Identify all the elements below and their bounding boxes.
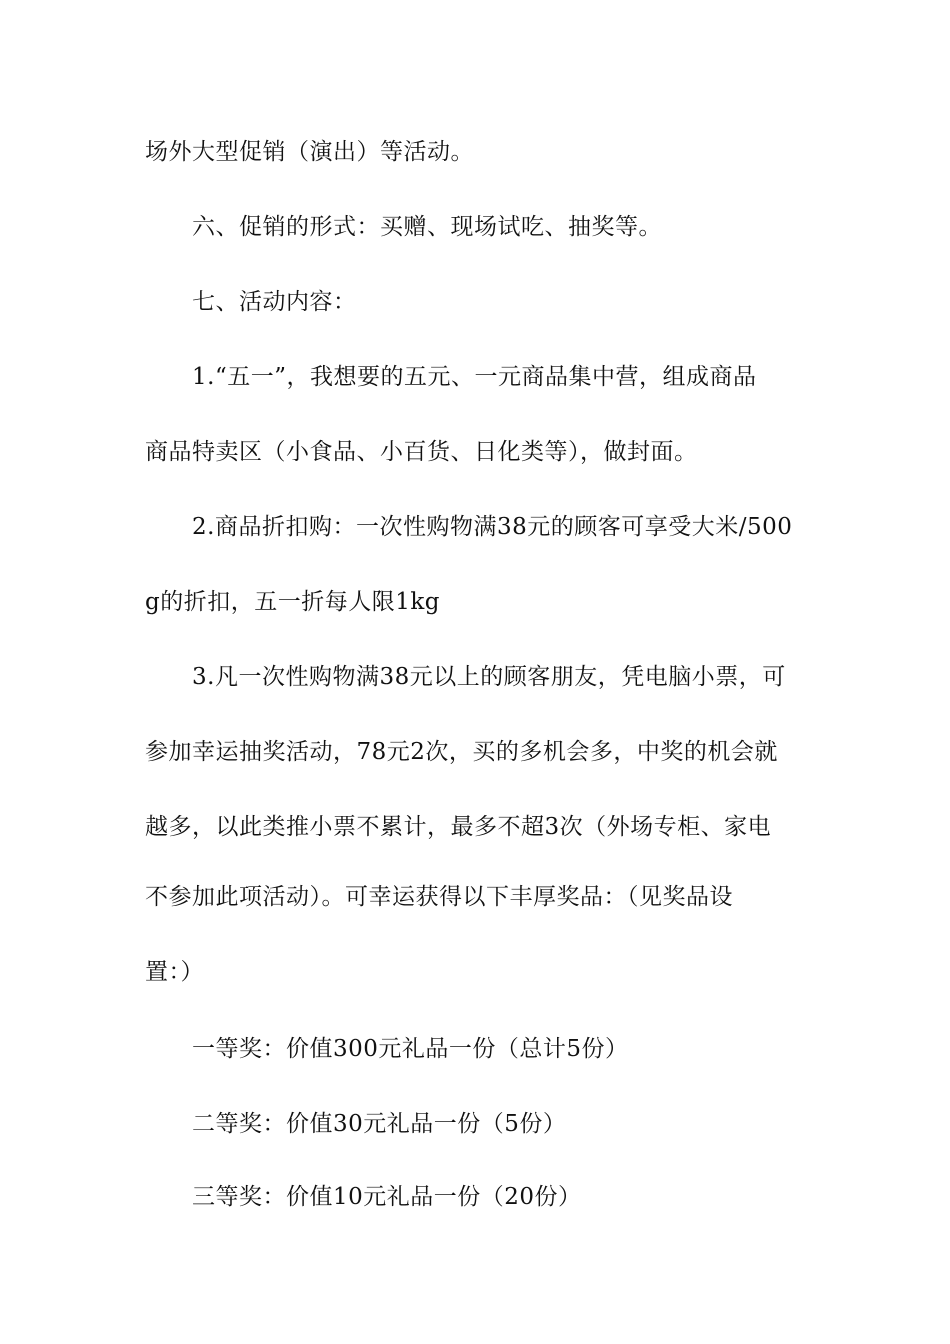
- text-line: 越多，以此类推小票不累计，最多不超3次（外场专柜、家电: [145, 814, 772, 840]
- text-line: 参加幸运抽奖活动，78元2次，买的多机会多，中奖的机会就: [145, 739, 778, 765]
- text-line: 不参加此项活动）。可幸运获得以下丰厚奖品：（见奖品设: [145, 884, 733, 910]
- section-heading-promotion-form: 六、促销的形式：买赠、现场试吃、抽奖等。: [192, 214, 662, 240]
- text-line: 商品特卖区（小食品、小百货、日化类等），做封面。: [145, 439, 698, 465]
- section-heading-activity-content: 七、活动内容：: [192, 289, 357, 315]
- text-line: 场外大型促销（演出）等活动。: [145, 139, 474, 165]
- text-line: 2.商品折扣购：一次性购物满38元的顾客可享受大米/500: [192, 514, 793, 540]
- prize-first: 一等奖：价值300元礼品一份（总计5份）: [192, 1036, 629, 1062]
- prize-second: 二等奖：价值30元礼品一份（5份）: [192, 1111, 567, 1137]
- text-line: 1.“五一”，我想要的五元、一元商品集中营，组成商品: [192, 364, 757, 390]
- text-line: g的折扣，五一折每人限1kg: [145, 589, 441, 615]
- text-line: 3.凡一次性购物满38元以上的顾客朋友，凭电脑小票，可: [192, 664, 786, 690]
- text-line: 置：）: [145, 959, 204, 985]
- prize-third: 三等奖：价值10元礼品一份（20份）: [192, 1184, 582, 1210]
